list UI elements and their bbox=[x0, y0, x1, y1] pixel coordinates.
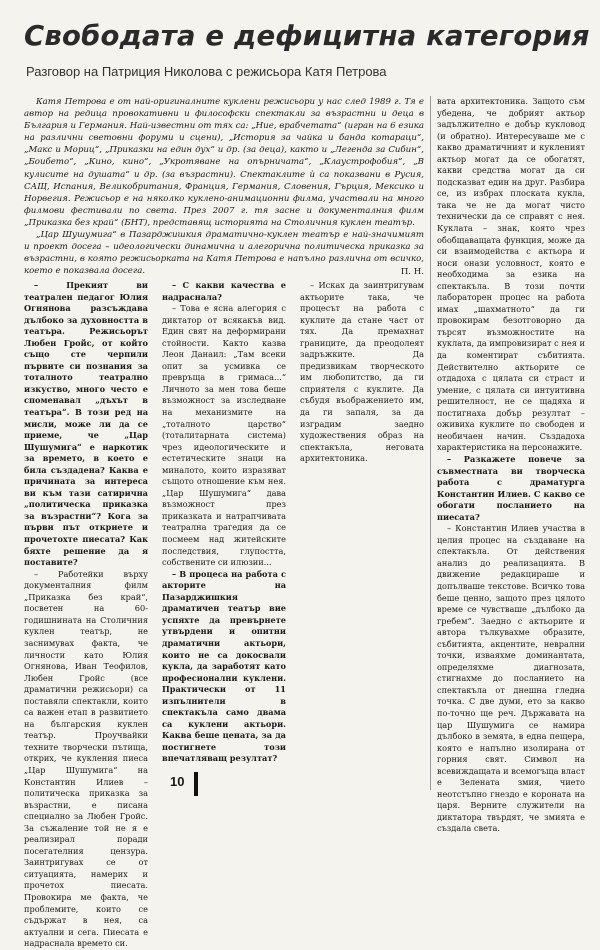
page-number-bar bbox=[194, 772, 198, 796]
question: – В процеса на работа с акторите на Пазарджишкия драматичен театър вие успяхте да превърнете утвърдени и опитни драматични актьори, които не са докосвали кукла, да заработят като професионални куклени. Практически от 11 изпълнители в спектакъла само двама са куклени актьори. Каква беше цената, за да постигнете този впечатляващ резултат? bbox=[162, 568, 286, 764]
intro-paragraph: „Цар Шушумига“ в Пазарджишкия драматично-куклен театър е най-значимият и проект досега – идеологически динамична и алегорична политическа приказка за възрастни, в която режисьорката на Катя Петрова е напълно различна от всичко, което е показвала досега. bbox=[24, 230, 424, 277]
intro-block bbox=[24, 96, 424, 277]
question: – Прекият ви театрален педагог Юлия Огнянова разсъждава дълбоко за духовността в театъра. Режисьорът Любен Гройс, от който също сте черпили първите си познания за тоталното театрално изкуство, много често е споменавал „дъхът в театъра“. В този ред на мисли, може ли да се приеме, че „Цар Шушумига“ е наркотик за времето, в което е била създадена? Каква е причината за интереса ви към тази сатирична „политическа приказка за възрастни“? Кога за първи път откриете и прочетохте пиесата? Как бяхте решение да я поставите? bbox=[24, 280, 148, 568]
intro-signature: П. Н. bbox=[400, 267, 424, 277]
text-column-4 bbox=[437, 96, 585, 835]
text-column-3 bbox=[300, 280, 424, 465]
page-number: 10 bbox=[170, 774, 185, 789]
answer: – Исках да заинтригувам актьорите така, че процесът на работа с куклите да стане част от тях. Да премахнат границите, да преодолеят задръжките. Да предизвикам творческото им любопитство, да ги сприятеля с куклите. Да събудя въображението им, да ги запаля, за да изградим заедно художествения образ на спектакъла, неговата архитектоника. bbox=[300, 280, 424, 464]
text-column-2 bbox=[162, 280, 286, 765]
page-title: Свободата е дефицитна категория bbox=[24, 20, 590, 52]
intro-paragraph: Катя Петрова е от най-оригиналните куклени режисьори у нас след 1989 г. Тя е автор на редица провокативни и философски спектакли за възрастни и деца в България и Германия. Най-известни от тях са: „Ние, врабчетата“ (игран на 6 езика на различни световни форуми и сцени), „История за чайка и банда котараци“, „Макс и Мориц“, „Приказки на един дух“ и др. (за деца), както и „Легенда за Сибин“, „Боибето“, „Кино, кино“, „Укротяване на опърничата“, „Клаустрофобия“, „В кулисите на душата“ и др. (за възрастни). Спектаклите ѝ са показвани в Русия, САЩ, Испания, Великобритания, Франция, Германия, Словения, Гърция, Мексико и Норвегия. Режисьор е на няколко куклено-анимационни филма, участвали на много филмови фестивали по света. През 2007 г. тя засне и документалния филм „Приказка без край“ (БНТ), представящ историята на Столичния куклен театър. bbox=[24, 97, 424, 228]
question: – Разкажете повече за съвместната ви творческа работа с драматурга Константин Илиев. С какво се обогати посланието на пиесата? bbox=[437, 453, 585, 522]
answer: – Константин Илиев участва в целия процес на създаване на спектакъла. От действения анализ до реализацията. В движение редакцираше и допълваше текстове. Всичко това беше ценно, защото през цялото време се чувстваше „дълбоко да гребем“. Заедно с актьорите и автора тълкувахме образите, събитията, акцентите, неврални точки, изваяхме доминантата, определяхме диагнозата, стигнахме до посланието на спектакъла от днешна гледна точка. С две думи, ето за какво по-точно ще реч. Държавата на цар Шушумига се намира дълбоко в земята, в една пещера, която е напълно изолирана от горния свят. Символ на всевиждащата и всемогъща власт е Зелената змия, чието неотстъпно гнездо е короната на царя. Верните служители на диктатора твърдят, че змията е създала света. bbox=[437, 523, 585, 834]
answer: – Работейки върху документалния филм „Приказка без край“, посветен на 60-годишнината на Столичния куклен театър, не заснимувах факта, че личности като Юлия Огнянова, Иван Теофилов, Любен Гройс (все драматични режисьори) са поставяли спектакли, които са важен етап в развитието на българския куклен театър. Проучвайки техните творчески пътища, открих, че кукления пиеса „Цар Шушумига“ на Константин Илиев – политическа приказка за възрастни, е писана специално за Любен Гройс. За съжаление той не я е реализирал поради посегателния цензура. Заинтригувах се от ситуацията, намерих и прочетох пиесата. Провокира ме факта, че проблемите, които се съдържат в нея, са актуални и сега. Пиесата е надраснала времето си. bbox=[24, 568, 148, 949]
question: – С какви качества е надраснала? bbox=[162, 280, 286, 302]
answer: вата архитектоника. Защото съм убедена, че добрият актьор задължително е добър кукловод (и обратно). Интересуваше ме с какво драматичният и кукленият актьор могат да се обогатят, какви средства могат да си подсказват един на друг. Разбира се, из избрах плоската кукла, така че не да могат чисто технически да се справят с нея. Куклата – знак, която чрез обобщаващата функция, може да си взаимодейства с актьора и носи онази условност, която е необходима за езика на спектакъла. В този почти лабораторен процес на работа имах „шахматното“ да ги провокирам безотговорно да търсят възможностите на куклата, да импровизират с нея и да коментират събитията. Действително актьорите се отдадоха с цялата си страст и умение, с цялата си интуитивна решителност, не се щадяха и постигнаха добър резултат – оживиха куклите по свободен и необичаен начин. Създадоха характеристика на персонажите. bbox=[437, 96, 585, 453]
text-column-1 bbox=[24, 280, 148, 950]
article-subtitle: Разговор на Патриция Николова с режисьора Катя Петрова bbox=[26, 64, 387, 79]
answer: – Това е ясна алегория с диктатор от всякакъв вид. Един свят на деформирани стойности. Както казва Леон Данаил: „Там всеки опит за усмивка се превръща в гримаса...“ Личното за мен това беше възможност за изследване на механизмите на „тоталното царство“ (тоталитарната система) чрез идеологическите и естетическите знаци на миналото, които изразяват същото отношение към нея. „Цар Шушумига“ дава възможност през приказката и натрапчивата театрална трагедия да се посмеем над житейските последствия, глупостта, собствените си илюзии... bbox=[162, 303, 286, 568]
column-divider bbox=[430, 96, 431, 790]
